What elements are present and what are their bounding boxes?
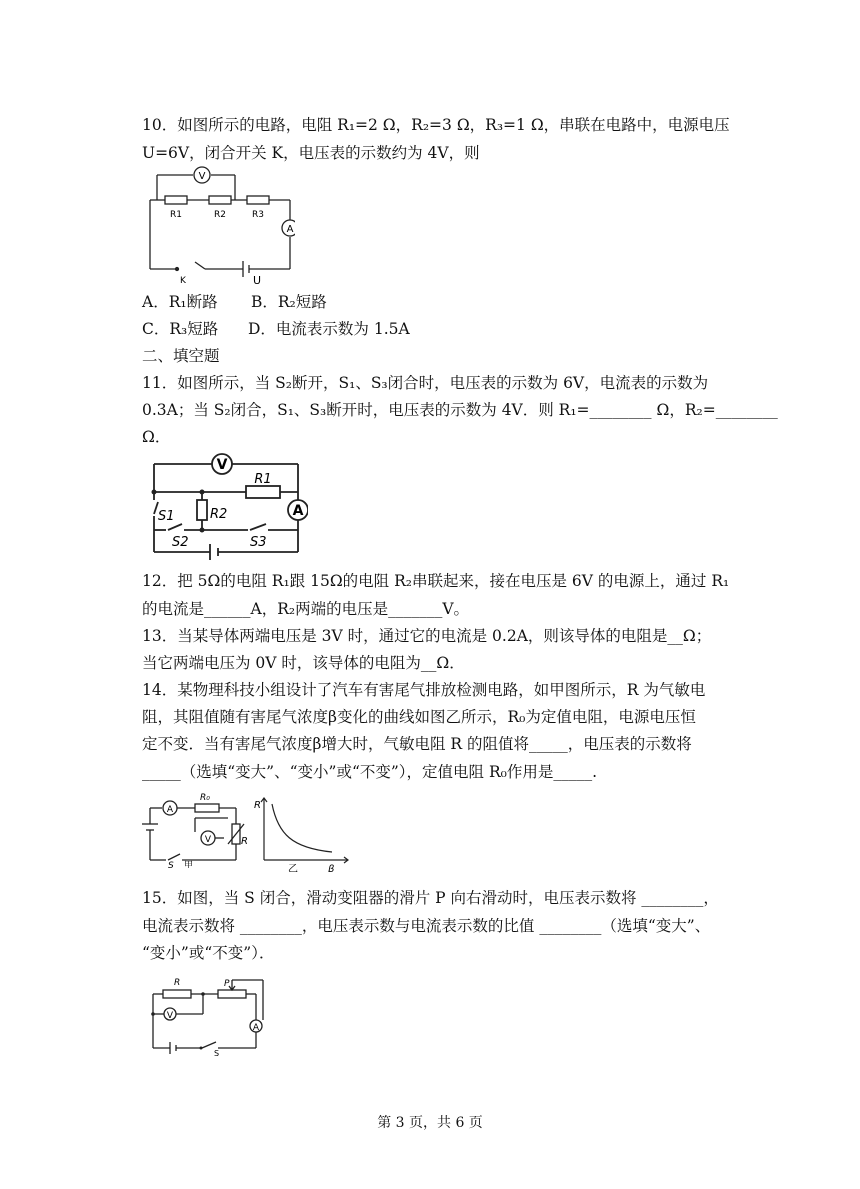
q13-line2: 当它两端电压为 0V 时，该导体的电阻为__Ω．: [142, 654, 465, 672]
q11-s1-label: S1: [158, 509, 175, 524]
q14-line2: 阻，其阻值随有害尾气浓度β变化的曲线如图乙所示，R₀为定值电阻，电源电压恒: [142, 708, 696, 726]
q15-r-label: R: [174, 978, 181, 988]
q11-line1: 11．如图所示，当 S₂断开，S₁、S₃闭合时，电压表的示数为 6V，电流表的示数为: [142, 374, 709, 392]
q14-graph-figure: [252, 792, 352, 876]
q12-line1: 12．把 5Ω的电阻 R₁跟 15Ω的电阻 R₂串联起来，接在电压是 6V 的电源上，通过 R₁: [142, 572, 730, 590]
q10-source-label: U: [252, 274, 262, 285]
q15-switch-label: S: [214, 1049, 220, 1056]
q10-line1: 10．如图所示的电路，电阻 R₁=2 Ω，R₂=3 Ω，R₃=1 Ω，串联在电路中，电源电压: [142, 116, 730, 134]
q14-line4: _____（选填“变大”、“变小”或“不变”），定值电阻 R₀作用是_____.: [142, 763, 598, 781]
q10-r3-label: R3: [252, 210, 264, 220]
q10-switch-label: K: [180, 276, 186, 285]
q11-ammeter-label: A: [292, 503, 304, 519]
q14-graph-y-axis-label: R: [254, 800, 261, 811]
q14-fig-yi-label: 乙: [288, 864, 298, 872]
q14-switch-label: S: [168, 861, 174, 868]
q10-r2-label: R2: [214, 210, 226, 220]
q14-voltmeter-label: V: [204, 835, 212, 845]
q14-r-label: R: [241, 836, 248, 847]
q10-r1-label: R1: [170, 210, 182, 220]
q15-slider-p-label: P: [224, 979, 230, 989]
q14-line3: 定不变．当有害尾气浓度β增大时，气敏电阻 R 的阻值将_____，电压表的示数将: [142, 735, 692, 753]
q11-s3-label: S3: [250, 535, 267, 550]
q11-s2-label: S2: [172, 535, 189, 550]
q14-graph-x-axis-label: β: [328, 864, 335, 872]
q11-line2: 0.3A；当 S₂闭合，S₁、S₃断开时，电压表的示数为 4V．则 R₁=________ Ω，R₂=________: [142, 401, 778, 419]
q10-option-a: A．R₁断路: [142, 293, 218, 311]
q15-circuit-figure: [148, 970, 273, 1060]
q15-voltmeter-label: V: [166, 1011, 174, 1021]
q14-fig-jia-label: 甲: [184, 861, 194, 868]
page-footer: 第 3 页，共 6 页: [377, 1115, 483, 1131]
q11-r1-label: R1: [254, 472, 272, 487]
q14-r0-label: R₀: [200, 793, 210, 803]
q11-line3: Ω．: [142, 428, 171, 446]
q15-line3: “变小”或“不变”）．: [142, 944, 275, 962]
q14-circuit-figure: [140, 788, 250, 872]
q10-option-c: C．R₃短路: [142, 320, 219, 338]
q14-ammeter-label: A: [166, 805, 174, 815]
q10-option-b: B．R₂短路: [251, 293, 327, 311]
q10-line2: U=6V，闭合开关 K，电压表的示数约为 4V，则: [142, 144, 480, 162]
q12-line2: 的电流是______A，R₂两端的电压是_______V。: [142, 600, 470, 618]
q11-voltmeter-label: V: [216, 457, 228, 473]
q14-line1: 14．某物理科技小组设计了汽车有害尾气排放检测电路，如甲图所示，R 为气敏电: [142, 681, 706, 699]
q10-voltmeter-label: V: [198, 171, 206, 182]
q15-line1: 15．如图，当 S 闭合，滑动变阻器的滑片 P 向右滑动时，电压表示数将 ________，: [142, 889, 719, 907]
q11-circuit-figure: [148, 452, 308, 566]
q11-r2-label: R2: [210, 507, 228, 522]
section-title-fill-blank: 二、填空题: [142, 347, 220, 365]
q10-option-d: D．电流表示数为 1.5A: [248, 320, 410, 338]
q13-line1: 13．当某导体两端电压是 3V 时，通过它的电流是 0.2A，则该导体的电阻是__Ω；: [142, 627, 712, 645]
q10-ammeter-label: A: [286, 224, 294, 235]
q15-line2: 电流表示数将 ________，电压表示数与电流表示数的比值 ________（选填“变大”、: [142, 917, 711, 935]
q15-ammeter-label: A: [252, 1023, 260, 1033]
q10-circuit-figure: [145, 165, 295, 289]
